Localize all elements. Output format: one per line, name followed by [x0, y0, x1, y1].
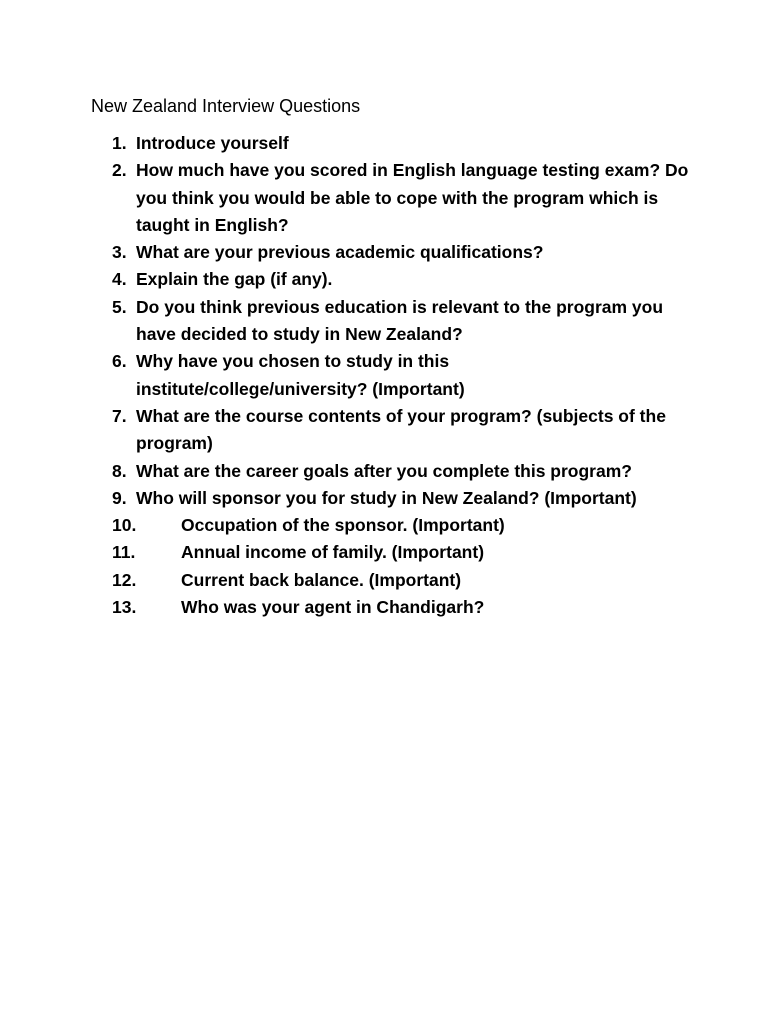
question-number: 8.: [112, 460, 127, 481]
question-text: How much have you scored in English language testing exam? Do you think you would be able to cope with the program which is taught in English?: [136, 160, 689, 235]
question-list: [0, 130, 768, 621]
question-text: What are the career goals after you complete this program?: [136, 460, 632, 481]
question-number: 12.: [112, 569, 137, 590]
question-text: What are the course contents of your program? (subjects of the program): [136, 405, 666, 454]
question-item: [0, 539, 768, 566]
question-item: [0, 512, 768, 539]
question-number: 3.: [112, 242, 127, 263]
question-item: [0, 130, 768, 157]
question-number: 2.: [112, 160, 127, 181]
question-item: [0, 348, 768, 403]
question-item: [0, 594, 768, 621]
question-item: [0, 485, 768, 512]
question-item: [0, 157, 768, 239]
question-number: 7.: [112, 405, 127, 426]
question-text: Annual income of family. (Important): [181, 542, 485, 563]
question-number: 1.: [112, 133, 127, 153]
question-item: [0, 239, 768, 266]
question-number: 9.: [112, 487, 127, 508]
question-item: [0, 458, 768, 485]
question-text: What are your previous academic qualifications?: [136, 242, 544, 263]
question-item: [0, 567, 768, 594]
question-number: 4.: [112, 269, 127, 290]
question-number: 11.: [112, 542, 136, 563]
question-number: 6.: [112, 351, 127, 372]
question-text: Do you think previous education is relevant to the program you have decided to study in New Zealand?: [136, 296, 664, 345]
question-item: [0, 266, 768, 293]
question-text: Introduce yourself: [136, 133, 289, 153]
question-number: 5.: [112, 296, 127, 317]
document-title: New Zealand Interview Questions: [91, 96, 361, 116]
question-number: 13.: [112, 597, 137, 618]
question-text: Explain the gap (if any).: [136, 269, 333, 290]
question-text: Why have you chosen to study in this institute/college/university? (Important): [136, 351, 465, 399]
question-text: Who will sponsor you for study in New Zealand? (Important): [136, 487, 637, 508]
question-text: Who was your agent in Chandigarh?: [181, 597, 485, 618]
question-number: 10.: [112, 515, 137, 536]
question-item: [0, 294, 768, 349]
question-item: [0, 403, 768, 458]
question-text: Occupation of the sponsor. (Important): [181, 515, 505, 536]
question-text: Current back balance. (Important): [181, 569, 462, 590]
